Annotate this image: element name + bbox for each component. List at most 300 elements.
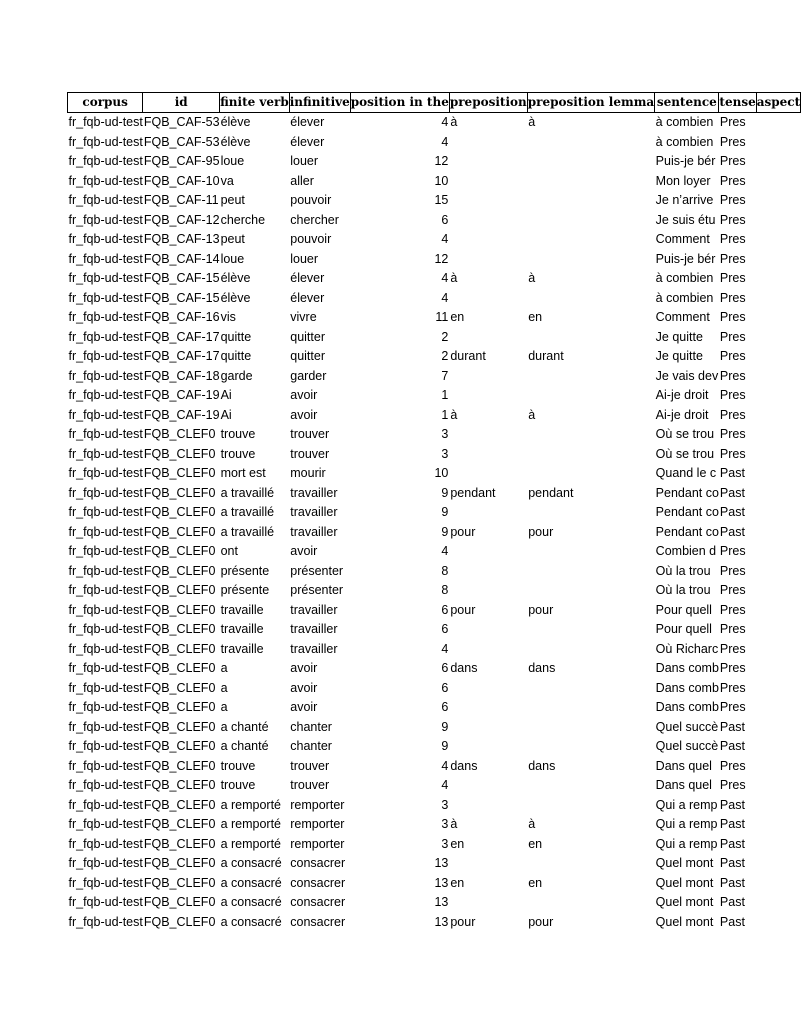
column-header-finite-verb: finite verb	[220, 93, 290, 113]
table-row	[68, 464, 801, 484]
cell-position: 3	[441, 836, 449, 851]
cell-preposition	[449, 289, 527, 309]
cell-position: 6	[441, 700, 449, 714]
cell-preposition-lemma	[527, 211, 654, 231]
table-row	[68, 542, 801, 562]
column-header-preposition: preposition	[449, 93, 527, 113]
cell-preposition-lemma: dans	[528, 661, 556, 675]
table-row	[68, 211, 801, 231]
cell-infinitive: chanter	[290, 739, 332, 753]
cell-finite-verb: loue	[220, 154, 245, 168]
cell-preposition: pendant	[450, 485, 496, 500]
cell-sentence: Pour quell	[655, 622, 712, 636]
cell-infinitive: louer	[290, 251, 319, 266]
cell-position: 3	[441, 427, 449, 441]
cell-preposition: en	[450, 310, 465, 324]
cell-preposition-lemma	[527, 737, 654, 757]
cell-corpus: fr_fqb-ud-test	[68, 739, 143, 753]
cell-corpus: fr_fqb-ud-test	[68, 193, 143, 207]
cell-tense: Pres	[719, 544, 746, 558]
cell-preposition-lemma: pendant	[528, 485, 574, 500]
cell-preposition	[449, 562, 527, 582]
cell-tense: Past	[719, 797, 745, 812]
cell-corpus: fr_fqb-ud-test	[68, 212, 143, 227]
cell-position: 9	[441, 719, 449, 734]
cell-preposition	[449, 445, 527, 465]
cell-infinitive: travailler	[290, 524, 338, 539]
cell-position: 8	[441, 583, 449, 597]
cell-preposition	[449, 211, 527, 231]
cell-sentence: à combien	[655, 115, 714, 129]
table-row	[68, 230, 801, 250]
cell-preposition: pour	[450, 602, 476, 617]
column-header-preposition-lemma: preposition lemma	[527, 93, 654, 113]
cell-sentence: à combien	[655, 271, 714, 285]
cell-tense: Past	[719, 485, 745, 500]
cell-position: 11	[435, 310, 449, 324]
cell-sentence: Quel mont	[655, 914, 714, 929]
cell-id: FQB_CLEF0	[143, 544, 216, 558]
cell-id: FQB_CLEF0	[143, 446, 216, 461]
cell-position: 4	[441, 115, 449, 129]
cell-finite-verb: a travaillé	[220, 505, 275, 519]
table-row	[68, 152, 801, 172]
cell-id: FQB_CLEF0	[143, 914, 216, 929]
cell-sentence: Je suis étu	[655, 212, 716, 227]
cell-aspect	[756, 640, 800, 660]
cell-tense: Pres	[719, 290, 746, 305]
column-header-infinitive: infinitive	[289, 93, 350, 113]
table-row	[68, 191, 801, 211]
cell-tense: Pres	[719, 602, 746, 617]
cell-preposition-lemma	[527, 796, 654, 816]
cell-position: 1	[441, 407, 449, 422]
cell-preposition-lemma	[527, 172, 654, 192]
cell-sentence: Pour quell	[655, 602, 712, 617]
cell-id: FQB_CAF-19	[143, 407, 220, 422]
cell-tense: Pres	[719, 232, 746, 246]
cell-id: FQB_CLEF0	[143, 641, 216, 656]
cell-corpus: fr_fqb-ud-test	[68, 388, 143, 402]
cell-id: FQB_CLEF0	[143, 895, 216, 909]
cell-preposition-lemma	[527, 776, 654, 796]
cell-position: 7	[441, 368, 449, 383]
cell-sentence: Combien d	[655, 544, 717, 558]
cell-infinitive: pouvoir	[290, 193, 332, 207]
column-header-sentence: sentence	[655, 93, 719, 113]
data-table	[67, 92, 801, 932]
cell-preposition	[449, 191, 527, 211]
cell-preposition	[449, 679, 527, 699]
table-row	[68, 796, 801, 816]
cell-infinitive: travailler	[290, 622, 338, 636]
cell-id: FQB_CAF-15	[143, 271, 220, 285]
cell-preposition-lemma	[527, 464, 654, 484]
cell-finite-verb: trouve	[220, 778, 256, 792]
cell-corpus: fr_fqb-ud-test	[68, 622, 143, 636]
cell-preposition	[449, 620, 527, 640]
cell-position: 9	[441, 485, 449, 500]
cell-position: 4	[441, 778, 449, 792]
cell-preposition	[449, 503, 527, 523]
cell-corpus: fr_fqb-ud-test	[68, 563, 143, 578]
table-row	[68, 406, 801, 426]
cell-preposition: dans	[450, 661, 478, 675]
cell-tense: Pres	[719, 778, 746, 792]
cell-aspect	[756, 542, 800, 562]
cell-finite-verb: a remporté	[220, 817, 282, 831]
column-header-id: id	[143, 93, 220, 113]
table-row	[68, 815, 801, 835]
table-row	[68, 893, 801, 913]
cell-infinitive: louer	[290, 154, 319, 168]
cell-preposition: pour	[450, 524, 476, 539]
cell-position: 10	[434, 466, 449, 480]
cell-id: FQB_CLEF0	[143, 583, 216, 597]
cell-corpus: fr_fqb-ud-test	[68, 680, 143, 695]
cell-sentence: Quel succè	[655, 739, 719, 753]
cell-finite-verb: garde	[220, 368, 253, 383]
cell-preposition	[449, 425, 527, 445]
cell-tense: Pres	[719, 583, 746, 597]
cell-preposition-lemma	[527, 640, 654, 660]
cell-preposition	[449, 718, 527, 738]
cell-id: FQB_CLEF0	[143, 622, 216, 636]
cell-preposition	[449, 133, 527, 153]
cell-corpus: fr_fqb-ud-test	[68, 758, 143, 773]
cell-tense: Pres	[719, 680, 746, 695]
cell-aspect	[756, 191, 800, 211]
cell-id: FQB_CLEF0	[143, 758, 216, 773]
cell-preposition-lemma: à	[528, 407, 536, 422]
cell-preposition	[449, 152, 527, 172]
cell-id: FQB_CLEF0	[143, 700, 216, 714]
cell-position: 4	[441, 134, 449, 149]
cell-finite-verb: a	[220, 700, 228, 714]
table-row	[68, 269, 801, 289]
cell-aspect	[756, 152, 800, 172]
cell-preposition-lemma	[527, 250, 654, 270]
cell-aspect	[756, 367, 800, 387]
cell-sentence: Où la trou	[655, 583, 711, 597]
table-row	[68, 640, 801, 660]
cell-infinitive: pouvoir	[290, 232, 332, 246]
cell-tense: Pres	[719, 154, 746, 168]
cell-tense: Pres	[719, 134, 746, 149]
cell-tense: Past	[719, 739, 745, 753]
cell-infinitive: travailler	[290, 485, 338, 500]
cell-aspect	[756, 503, 800, 523]
cell-aspect	[756, 737, 800, 757]
cell-position: 13	[434, 875, 449, 890]
cell-preposition: à	[450, 115, 458, 129]
cell-aspect	[756, 230, 800, 250]
cell-finite-verb: a travaillé	[220, 485, 275, 500]
cell-sentence: Pendant co	[655, 485, 719, 500]
cell-sentence: Quel mont	[655, 875, 714, 890]
cell-aspect	[756, 406, 800, 426]
cell-aspect	[756, 874, 800, 894]
cell-preposition-lemma	[527, 679, 654, 699]
cell-corpus: fr_fqb-ud-test	[68, 349, 143, 363]
cell-preposition	[449, 328, 527, 348]
cell-position: 12	[434, 154, 449, 168]
cell-position: 6	[441, 602, 449, 617]
cell-finite-verb: a consacré	[220, 914, 282, 929]
cell-tense: Past	[719, 914, 745, 929]
cell-id: FQB_CAF-10	[143, 173, 220, 188]
cell-sentence: Quel mont	[655, 856, 714, 870]
cell-infinitive: élever	[290, 290, 325, 305]
cell-infinitive: élever	[290, 115, 325, 129]
table-row	[68, 113, 801, 133]
cell-preposition-lemma: dans	[528, 758, 556, 773]
cell-aspect	[756, 659, 800, 679]
cell-position: 4	[441, 290, 449, 305]
cell-infinitive: quitter	[290, 349, 325, 363]
cell-preposition-lemma	[527, 328, 654, 348]
cell-infinitive: mourir	[290, 466, 326, 480]
cell-preposition-lemma	[527, 503, 654, 523]
cell-position: 15	[434, 193, 449, 207]
cell-preposition-lemma	[527, 133, 654, 153]
cell-preposition	[449, 698, 527, 718]
cell-preposition-lemma	[527, 152, 654, 172]
cell-aspect	[756, 893, 800, 913]
cell-sentence: Quand le c	[655, 466, 717, 480]
cell-id: FQB_CLEF0	[143, 485, 216, 500]
table-row	[68, 328, 801, 348]
cell-finite-verb: élève	[220, 134, 251, 149]
cell-preposition-lemma	[527, 386, 654, 406]
cell-corpus: fr_fqb-ud-test	[68, 895, 143, 909]
cell-infinitive: trouver	[290, 427, 330, 441]
table-row	[68, 308, 801, 328]
cell-preposition-lemma: en	[528, 310, 543, 324]
cell-finite-verb: a remporté	[220, 836, 282, 851]
cell-position: 3	[441, 817, 449, 831]
cell-position: 4	[441, 232, 449, 246]
cell-id: FQB_CLEF0	[143, 875, 216, 890]
cell-preposition	[449, 640, 527, 660]
cell-corpus: fr_fqb-ud-test	[68, 232, 143, 246]
table-row	[68, 776, 801, 796]
cell-preposition-lemma: durant	[528, 349, 564, 363]
cell-tense: Pres	[719, 271, 746, 285]
spreadsheet	[67, 92, 801, 932]
cell-finite-verb: trouve	[220, 446, 256, 461]
cell-aspect	[756, 679, 800, 699]
cell-position: 12	[434, 251, 449, 266]
cell-preposition: en	[450, 836, 465, 851]
cell-finite-verb: mort est	[220, 466, 266, 480]
cell-tense: Past	[719, 875, 745, 890]
cell-preposition-lemma: à	[528, 115, 536, 129]
cell-preposition-lemma: pour	[528, 602, 554, 617]
cell-corpus: fr_fqb-ud-test	[68, 836, 143, 851]
cell-corpus: fr_fqb-ud-test	[68, 329, 143, 344]
table-row	[68, 445, 801, 465]
cell-sentence: Mon loyer	[655, 173, 711, 188]
cell-aspect	[756, 718, 800, 738]
cell-preposition	[449, 464, 527, 484]
cell-preposition	[449, 172, 527, 192]
cell-infinitive: consacrer	[290, 875, 346, 890]
cell-id: FQB_CAF-53	[143, 134, 220, 149]
cell-finite-verb: peut	[220, 232, 245, 246]
cell-corpus: fr_fqb-ud-test	[68, 505, 143, 519]
cell-preposition-lemma	[527, 854, 654, 874]
cell-sentence: Dans comb	[655, 661, 719, 675]
cell-tense: Pres	[719, 622, 746, 636]
cell-sentence: Je quitte	[655, 329, 703, 344]
cell-sentence: Dans quel	[655, 778, 712, 792]
cell-sentence: Je quitte	[655, 349, 703, 363]
cell-finite-verb: cherche	[220, 212, 266, 227]
cell-id: FQB_CAF-19	[143, 388, 220, 402]
cell-infinitive: quitter	[290, 329, 325, 344]
cell-tense: Past	[719, 466, 745, 480]
cell-preposition: pour	[450, 914, 476, 929]
cell-aspect	[756, 172, 800, 192]
cell-aspect	[756, 289, 800, 309]
cell-infinitive: avoir	[290, 544, 318, 558]
cell-infinitive: travailler	[290, 505, 338, 519]
cell-finite-verb: a consacré	[220, 875, 282, 890]
cell-preposition-lemma: à	[528, 817, 536, 831]
table-body	[68, 113, 801, 933]
cell-preposition-lemma: pour	[528, 914, 554, 929]
table-row	[68, 386, 801, 406]
cell-id: FQB_CLEF0	[143, 602, 216, 617]
cell-position: 9	[441, 524, 449, 539]
cell-preposition	[449, 796, 527, 816]
cell-preposition-lemma: pour	[528, 524, 554, 539]
cell-sentence: Quel succè	[655, 719, 719, 734]
cell-corpus: fr_fqb-ud-test	[68, 251, 143, 266]
cell-infinitive: aller	[290, 173, 314, 188]
cell-tense: Pres	[719, 310, 746, 324]
table-row	[68, 289, 801, 309]
cell-infinitive: remporter	[290, 817, 345, 831]
column-header-corpus: corpus	[68, 93, 143, 113]
cell-finite-verb: a travaillé	[220, 524, 275, 539]
cell-sentence: Puis-je bér	[655, 154, 716, 168]
cell-aspect	[756, 211, 800, 231]
cell-infinitive: avoir	[290, 388, 318, 402]
cell-corpus: fr_fqb-ud-test	[68, 427, 143, 441]
cell-aspect	[756, 250, 800, 270]
cell-corpus: fr_fqb-ud-test	[68, 310, 143, 324]
cell-preposition-lemma	[527, 367, 654, 387]
cell-aspect	[756, 269, 800, 289]
cell-id: FQB_CAF-53	[143, 115, 220, 129]
header-row	[68, 93, 801, 113]
cell-corpus: fr_fqb-ud-test	[68, 290, 143, 305]
cell-corpus: fr_fqb-ud-test	[68, 485, 143, 500]
cell-infinitive: remporter	[290, 797, 345, 812]
cell-tense: Past	[719, 817, 745, 831]
cell-position: 2	[441, 329, 449, 344]
cell-preposition	[449, 737, 527, 757]
cell-preposition-lemma	[527, 230, 654, 250]
cell-id: FQB_CAF-16	[143, 310, 220, 324]
cell-finite-verb: peut	[220, 193, 245, 207]
cell-id: FQB_CLEF0	[143, 680, 216, 695]
cell-id: FQB_CLEF0	[143, 778, 216, 792]
cell-id: FQB_CLEF0	[143, 427, 216, 441]
table-row	[68, 425, 801, 445]
cell-tense: Pres	[719, 446, 746, 461]
cell-corpus: fr_fqb-ud-test	[68, 602, 143, 617]
cell-finite-verb: quitte	[220, 329, 252, 344]
cell-infinitive: trouver	[290, 446, 330, 461]
cell-tense: Past	[719, 524, 745, 539]
cell-id: FQB_CAF-18	[143, 368, 220, 383]
table-row	[68, 874, 801, 894]
cell-preposition	[449, 230, 527, 250]
cell-id: FQB_CAF-12	[143, 212, 220, 227]
cell-aspect	[756, 835, 800, 855]
cell-corpus: fr_fqb-ud-test	[68, 641, 143, 656]
cell-infinitive: trouver	[290, 778, 330, 792]
cell-corpus: fr_fqb-ud-test	[68, 134, 143, 149]
cell-corpus: fr_fqb-ud-test	[68, 700, 143, 714]
cell-corpus: fr_fqb-ud-test	[68, 583, 143, 597]
cell-aspect	[756, 523, 800, 543]
cell-position: 1	[441, 388, 449, 402]
cell-tense: Pres	[719, 212, 746, 227]
cell-sentence: Dans quel	[655, 758, 712, 773]
cell-preposition	[449, 542, 527, 562]
cell-position: 8	[441, 563, 449, 578]
cell-finite-verb: travaille	[220, 641, 264, 656]
cell-tense: Past	[719, 719, 745, 734]
cell-preposition	[449, 386, 527, 406]
table-row	[68, 659, 801, 679]
cell-infinitive: élever	[290, 134, 325, 149]
cell-aspect	[756, 581, 800, 601]
cell-corpus: fr_fqb-ud-test	[68, 466, 143, 480]
cell-infinitive: élever	[290, 271, 325, 285]
cell-finite-verb: présente	[220, 563, 270, 578]
cell-preposition-lemma	[527, 289, 654, 309]
cell-finite-verb: a chanté	[220, 739, 269, 753]
cell-position: 4	[441, 641, 449, 656]
cell-sentence: Où Richarc	[655, 641, 719, 656]
cell-position: 13	[434, 856, 449, 870]
cell-position: 6	[441, 680, 449, 695]
cell-infinitive: garder	[290, 368, 327, 383]
table-row	[68, 503, 801, 523]
cell-preposition-lemma	[527, 191, 654, 211]
table-row	[68, 620, 801, 640]
cell-sentence: à combien	[655, 290, 714, 305]
cell-tense: Pres	[719, 173, 746, 188]
cell-finite-verb: élève	[220, 115, 251, 129]
cell-preposition: à	[450, 817, 458, 831]
cell-id: FQB_CAF-13	[143, 232, 220, 246]
cell-id: FQB_CLEF0	[143, 524, 216, 539]
cell-tense: Past	[719, 505, 745, 519]
cell-infinitive: vivre	[290, 310, 317, 324]
cell-sentence: Où la trou	[655, 563, 711, 578]
cell-aspect	[756, 620, 800, 640]
cell-aspect	[756, 776, 800, 796]
cell-corpus: fr_fqb-ud-test	[68, 719, 143, 734]
table-row	[68, 854, 801, 874]
cell-aspect	[756, 328, 800, 348]
